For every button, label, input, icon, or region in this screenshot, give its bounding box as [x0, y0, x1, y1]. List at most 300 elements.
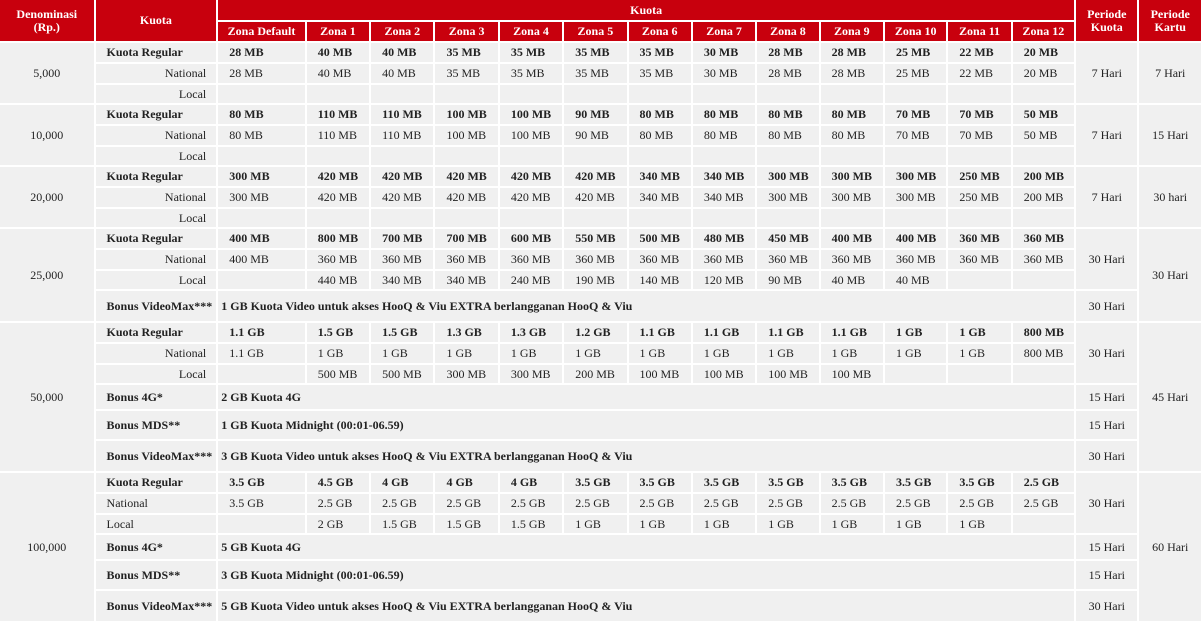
- header-kuota-group: Kuota: [218, 0, 1076, 22]
- quota-value: 70 MB: [948, 126, 1012, 147]
- quota-value: 100 MB: [629, 365, 693, 385]
- quota-value: [371, 147, 435, 167]
- quota-value: 100 MB: [435, 105, 499, 126]
- table-row: [0, 250, 1203, 271]
- bonus-description: 1 GB Kuota Video untuk akses HooQ & Viu EXTRA berlangganan HooQ & Viu: [218, 291, 1076, 323]
- quota-value: 80 MB: [218, 105, 307, 126]
- header-zone: Zona 11: [948, 22, 1012, 43]
- header-denominasi: Denominasi (Rp.): [0, 0, 96, 43]
- quota-value: [885, 147, 948, 167]
- header-zone: Zona 4: [500, 22, 564, 43]
- quota-value: 1.5 GB: [307, 323, 371, 344]
- periode-kuota-cell: 15 Hari: [1076, 561, 1139, 591]
- quota-value: 90 MB: [564, 126, 628, 147]
- quota-value: 70 MB: [885, 126, 948, 147]
- quota-value: 40 MB: [821, 271, 885, 291]
- quota-value: 1.1 GB: [218, 323, 307, 344]
- quota-value: 420 MB: [435, 188, 499, 209]
- quota-value: 420 MB: [564, 167, 628, 188]
- quota-value: [948, 209, 1012, 229]
- row-label: National: [96, 188, 219, 209]
- quota-value: [821, 85, 885, 105]
- quota-value: [757, 209, 820, 229]
- quota-value: [757, 147, 820, 167]
- quota-value: 2.5 GB: [821, 494, 885, 515]
- quota-value: 450 MB: [757, 229, 820, 250]
- quota-value: 420 MB: [435, 167, 499, 188]
- quota-value: [885, 85, 948, 105]
- quota-value: 250 MB: [948, 167, 1012, 188]
- table-row: [0, 411, 1203, 441]
- header-zone: Zona 10: [885, 22, 948, 43]
- bonus-description: 3 GB Kuota Video untuk akses HooQ & Viu EXTRA berlangganan HooQ & Viu: [218, 441, 1076, 473]
- quota-value: 3.5 GB: [218, 494, 307, 515]
- quota-value: [500, 85, 564, 105]
- quota-value: 4.5 GB: [307, 473, 371, 494]
- row-label: Bonus 4G*: [96, 535, 219, 561]
- denominasi-cell: 20,000: [0, 167, 96, 229]
- periode-kartu-cell: 60 Hari: [1139, 473, 1203, 623]
- row-label: Bonus 4G*: [96, 385, 219, 411]
- quota-value: 1 GB: [821, 344, 885, 365]
- row-label: Local: [96, 515, 219, 535]
- row-label: National: [96, 126, 219, 147]
- quota-value: 100 MB: [500, 105, 564, 126]
- quota-value: 400 MB: [885, 229, 948, 250]
- quota-value: 200 MB: [564, 365, 628, 385]
- quota-value: 80 MB: [629, 105, 693, 126]
- quota-value: 360 MB: [757, 250, 820, 271]
- quota-value: [371, 209, 435, 229]
- header-periode-kartu: Periode Kartu: [1139, 0, 1203, 43]
- quota-value: 420 MB: [500, 188, 564, 209]
- quota-value: 28 MB: [821, 43, 885, 64]
- quota-value: 340 MB: [629, 188, 693, 209]
- quota-value: 700 MB: [435, 229, 499, 250]
- quota-value: 20 MB: [1013, 43, 1076, 64]
- periode-kuota-cell: 30 Hari: [1076, 229, 1139, 291]
- quota-value: 1 GB: [629, 344, 693, 365]
- quota-value: 100 MB: [500, 126, 564, 147]
- quota-value: [435, 209, 499, 229]
- quota-value: 1 GB: [371, 344, 435, 365]
- quota-value: 420 MB: [500, 167, 564, 188]
- quota-value: 2.5 GB: [693, 494, 757, 515]
- quota-value: 100 MB: [693, 365, 757, 385]
- quota-value: 360 MB: [948, 250, 1012, 271]
- table-row: [0, 167, 1203, 188]
- quota-value: 1 GB: [885, 344, 948, 365]
- quota-value: 30 MB: [693, 64, 757, 85]
- quota-value: 40 MB: [371, 43, 435, 64]
- row-label: Bonus VideoMax***: [96, 591, 219, 623]
- quota-value: [629, 85, 693, 105]
- quota-value: 300 MB: [821, 167, 885, 188]
- header-zone: Zona 3: [435, 22, 499, 43]
- quota-value: 360 MB: [693, 250, 757, 271]
- quota-value: 4 GB: [500, 473, 564, 494]
- quota-value: 500 MB: [371, 365, 435, 385]
- quota-value: 340 MB: [371, 271, 435, 291]
- header-zone: Zona 6: [629, 22, 693, 43]
- table-row: [0, 365, 1203, 385]
- quota-value: 2.5 GB: [629, 494, 693, 515]
- quota-value: [885, 365, 948, 385]
- quota-value: 360 MB: [821, 250, 885, 271]
- denominasi-cell: 50,000: [0, 323, 96, 473]
- periode-kuota-cell: 15 Hari: [1076, 535, 1139, 561]
- quota-value: 500 MB: [629, 229, 693, 250]
- periode-kuota-cell: 30 Hari: [1076, 591, 1139, 623]
- quota-value: 360 MB: [885, 250, 948, 271]
- table-row: [0, 515, 1203, 535]
- quota-value: [948, 85, 1012, 105]
- quota-value: 35 MB: [629, 64, 693, 85]
- bonus-description: 3 GB Kuota Midnight (00:01-06.59): [218, 561, 1076, 591]
- row-label: National: [96, 64, 219, 85]
- table-row: [0, 385, 1203, 411]
- quota-value: 700 MB: [371, 229, 435, 250]
- quota-value: 360 MB: [500, 250, 564, 271]
- quota-value: [629, 209, 693, 229]
- row-label: National: [96, 344, 219, 365]
- quota-value: 20 MB: [1013, 64, 1076, 85]
- quota-value: [218, 271, 307, 291]
- quota-value: 35 MB: [564, 43, 628, 64]
- quota-value: [307, 147, 371, 167]
- quota-value: 1.3 GB: [500, 323, 564, 344]
- quota-value: 1.5 GB: [371, 323, 435, 344]
- header-periode-kuota: Periode Kuota: [1076, 0, 1139, 43]
- quota-value: 440 MB: [307, 271, 371, 291]
- quota-value: 600 MB: [500, 229, 564, 250]
- quota-value: [1013, 365, 1076, 385]
- quota-value: 1 GB: [948, 515, 1012, 535]
- quota-value: 1 GB: [307, 344, 371, 365]
- quota-value: [1013, 271, 1076, 291]
- quota-value: [564, 85, 628, 105]
- quota-value: 80 MB: [757, 126, 820, 147]
- row-label: Bonus VideoMax***: [96, 291, 219, 323]
- quota-value: 1.3 GB: [435, 323, 499, 344]
- quota-value: 3.5 GB: [821, 473, 885, 494]
- table-row: [0, 494, 1203, 515]
- table-row: [0, 291, 1203, 323]
- quota-value: 250 MB: [948, 188, 1012, 209]
- quota-value: 360 MB: [948, 229, 1012, 250]
- table-row: [0, 561, 1203, 591]
- quota-value: 90 MB: [757, 271, 820, 291]
- quota-value: 22 MB: [948, 43, 1012, 64]
- quota-value: 4 GB: [435, 473, 499, 494]
- quota-value: 100 MB: [821, 365, 885, 385]
- quota-value: 300 MB: [885, 167, 948, 188]
- quota-value: 28 MB: [218, 43, 307, 64]
- quota-value: [218, 515, 307, 535]
- quota-value: 1 GB: [885, 323, 948, 344]
- quota-value: 80 MB: [821, 105, 885, 126]
- quota-value: 28 MB: [218, 64, 307, 85]
- quota-value: 200 MB: [1013, 167, 1076, 188]
- row-label: Bonus MDS**: [96, 411, 219, 441]
- quota-value: 300 MB: [218, 167, 307, 188]
- quota-value: [500, 147, 564, 167]
- quota-value: [307, 209, 371, 229]
- quota-value: [564, 209, 628, 229]
- header-zone: Zona 5: [564, 22, 628, 43]
- quota-value: 800 MB: [1013, 323, 1076, 344]
- quota-value: 1.5 GB: [371, 515, 435, 535]
- quota-value: 25 MB: [885, 64, 948, 85]
- quota-value: 35 MB: [435, 43, 499, 64]
- quota-value: 22 MB: [948, 64, 1012, 85]
- quota-value: [693, 85, 757, 105]
- header-zone: Zona 7: [693, 22, 757, 43]
- quota-value: 3.5 GB: [885, 473, 948, 494]
- denominasi-cell: 5,000: [0, 43, 96, 105]
- row-label: Local: [96, 209, 219, 229]
- periode-kartu-cell: 30 hari: [1139, 167, 1203, 229]
- quota-value: 500 MB: [307, 365, 371, 385]
- quota-value: 800 MB: [1013, 344, 1076, 365]
- table-row: [0, 229, 1203, 250]
- quota-value: 80 MB: [693, 105, 757, 126]
- table-row: [0, 188, 1203, 209]
- quota-value: 300 MB: [821, 188, 885, 209]
- quota-value: 35 MB: [435, 64, 499, 85]
- quota-value: 1 GB: [948, 344, 1012, 365]
- quota-value: 1 GB: [629, 515, 693, 535]
- quota-value: 300 MB: [218, 188, 307, 209]
- quota-value: 2.5 GB: [371, 494, 435, 515]
- quota-value: 360 MB: [307, 250, 371, 271]
- quota-value: [693, 209, 757, 229]
- quota-value: 110 MB: [307, 105, 371, 126]
- row-label: Kuota Regular: [96, 229, 219, 250]
- quota-value: 190 MB: [564, 271, 628, 291]
- table-row: [0, 85, 1203, 105]
- quota-value: 1 GB: [564, 515, 628, 535]
- quota-value: 70 MB: [948, 105, 1012, 126]
- quota-value: 2.5 GB: [885, 494, 948, 515]
- quota-value: 80 MB: [218, 126, 307, 147]
- quota-value: [1013, 147, 1076, 167]
- quota-value: 3.5 GB: [218, 473, 307, 494]
- quota-value: 1 GB: [757, 515, 820, 535]
- quota-value: 140 MB: [629, 271, 693, 291]
- quota-value: [564, 147, 628, 167]
- periode-kartu-cell: 45 Hari: [1139, 323, 1203, 473]
- quota-value: 340 MB: [693, 188, 757, 209]
- table-row: [0, 43, 1203, 64]
- quota-value: [371, 85, 435, 105]
- periode-kartu-cell: 15 Hari: [1139, 105, 1203, 167]
- quota-value: 480 MB: [693, 229, 757, 250]
- quota-value: 3.5 GB: [948, 473, 1012, 494]
- row-label: Kuota Regular: [96, 323, 219, 344]
- header-zone: Zona 8: [757, 22, 820, 43]
- quota-value: 200 MB: [1013, 188, 1076, 209]
- quota-value: 110 MB: [371, 105, 435, 126]
- quota-value: 420 MB: [371, 167, 435, 188]
- quota-value: [500, 209, 564, 229]
- quota-value: 3.5 GB: [564, 473, 628, 494]
- quota-value: [1013, 515, 1076, 535]
- row-label: Kuota Regular: [96, 43, 219, 64]
- quota-value: 1.1 GB: [693, 323, 757, 344]
- quota-value: 360 MB: [435, 250, 499, 271]
- quota-value: 3.5 GB: [693, 473, 757, 494]
- quota-value: [948, 147, 1012, 167]
- periode-kuota-cell: 30 Hari: [1076, 291, 1139, 323]
- quota-value: 300 MB: [757, 167, 820, 188]
- denominasi-cell: 10,000: [0, 105, 96, 167]
- periode-kartu-cell: 7 Hari: [1139, 43, 1203, 105]
- quota-value: 1 GB: [693, 344, 757, 365]
- quota-value: 110 MB: [307, 126, 371, 147]
- row-label: National: [96, 494, 219, 515]
- quota-value: 420 MB: [307, 167, 371, 188]
- quota-value: 1.5 GB: [435, 515, 499, 535]
- row-label: Local: [96, 85, 219, 105]
- quota-value: 400 MB: [821, 229, 885, 250]
- quota-value: 420 MB: [564, 188, 628, 209]
- row-label: Kuota Regular: [96, 105, 219, 126]
- quota-value: 550 MB: [564, 229, 628, 250]
- quota-value: 2.5 GB: [1013, 473, 1076, 494]
- quota-value: [1013, 209, 1076, 229]
- quota-value: 360 MB: [1013, 250, 1076, 271]
- quota-value: 360 MB: [564, 250, 628, 271]
- quota-value: 40 MB: [307, 43, 371, 64]
- row-label: Local: [96, 365, 219, 385]
- row-label: Bonus MDS**: [96, 561, 219, 591]
- periode-kartu-cell: 30 Hari: [1139, 229, 1203, 323]
- periode-kuota-cell: 7 Hari: [1076, 167, 1139, 229]
- periode-kuota-cell: 15 Hari: [1076, 411, 1139, 441]
- quota-value: 1 GB: [885, 515, 948, 535]
- quota-value: 400 MB: [218, 250, 307, 271]
- quota-value: [1013, 85, 1076, 105]
- quota-value: 420 MB: [371, 188, 435, 209]
- header-kuota-label: Kuota: [96, 0, 219, 43]
- table-row: [0, 147, 1203, 167]
- table-row: [0, 441, 1203, 473]
- quota-value: 340 MB: [435, 271, 499, 291]
- quota-value: 360 MB: [1013, 229, 1076, 250]
- quota-value: 40 MB: [307, 64, 371, 85]
- quota-value: 4 GB: [371, 473, 435, 494]
- quota-value: 340 MB: [693, 167, 757, 188]
- row-label: Kuota Regular: [96, 473, 219, 494]
- quota-value: [948, 365, 1012, 385]
- periode-kuota-cell: 7 Hari: [1076, 43, 1139, 105]
- quota-value: 70 MB: [885, 105, 948, 126]
- quota-value: 1 GB: [948, 323, 1012, 344]
- quota-value: 30 MB: [693, 43, 757, 64]
- quota-value: 300 MB: [500, 365, 564, 385]
- periode-kuota-cell: 15 Hari: [1076, 385, 1139, 411]
- quota-value: [693, 147, 757, 167]
- quota-value: 360 MB: [371, 250, 435, 271]
- quota-value: 80 MB: [693, 126, 757, 147]
- quota-value: 1 GB: [757, 344, 820, 365]
- quota-value: [885, 209, 948, 229]
- quota-value: 1.1 GB: [629, 323, 693, 344]
- quota-value: 28 MB: [821, 64, 885, 85]
- row-label: Local: [96, 271, 219, 291]
- quota-value: 420 MB: [307, 188, 371, 209]
- header-zone: Zona 2: [371, 22, 435, 43]
- quota-value: 3.5 GB: [629, 473, 693, 494]
- quota-value: [629, 147, 693, 167]
- quota-value: 300 MB: [435, 365, 499, 385]
- table-row: [0, 126, 1203, 147]
- quota-value: [757, 85, 820, 105]
- quota-value: [821, 147, 885, 167]
- quota-value: 1 GB: [435, 344, 499, 365]
- quota-value: [218, 85, 307, 105]
- denominasi-cell: 25,000: [0, 229, 96, 323]
- quota-value: 35 MB: [500, 43, 564, 64]
- table-row: [0, 64, 1203, 85]
- quota-value: 2.5 GB: [757, 494, 820, 515]
- table-row: [0, 105, 1203, 126]
- quota-value: 2.5 GB: [435, 494, 499, 515]
- quota-value: 25 MB: [885, 43, 948, 64]
- denominasi-cell: 100,000: [0, 473, 96, 623]
- quota-value: 100 MB: [435, 126, 499, 147]
- table-row: [0, 323, 1203, 344]
- header-zone: Zona 9: [821, 22, 885, 43]
- bonus-description: 1 GB Kuota Midnight (00:01-06.59): [218, 411, 1076, 441]
- quota-value: 1.2 GB: [564, 323, 628, 344]
- quota-value: 300 MB: [757, 188, 820, 209]
- quota-value: 1 GB: [693, 515, 757, 535]
- quota-value: 400 MB: [218, 229, 307, 250]
- quota-value: 2.5 GB: [1013, 494, 1076, 515]
- quota-value: 35 MB: [564, 64, 628, 85]
- quota-value: 110 MB: [371, 126, 435, 147]
- periode-kuota-cell: 30 Hari: [1076, 441, 1139, 473]
- quota-value: [218, 209, 307, 229]
- bonus-description: 5 GB Kuota Video untuk akses HooQ & Viu EXTRA berlangganan HooQ & Viu: [218, 591, 1076, 623]
- quota-value: 28 MB: [757, 64, 820, 85]
- quota-value: [218, 147, 307, 167]
- quota-value: [948, 271, 1012, 291]
- quota-value: 2.5 GB: [948, 494, 1012, 515]
- header-zone: Zona Default: [218, 22, 307, 43]
- quota-value: 40 MB: [371, 64, 435, 85]
- quota-value: 40 MB: [885, 271, 948, 291]
- quota-value: 2.5 GB: [500, 494, 564, 515]
- quota-value: [435, 85, 499, 105]
- periode-kuota-cell: 30 Hari: [1076, 323, 1139, 385]
- quota-value: 35 MB: [500, 64, 564, 85]
- row-label: National: [96, 250, 219, 271]
- row-label: Kuota Regular: [96, 167, 219, 188]
- quota-value: 1 GB: [564, 344, 628, 365]
- bonus-description: 5 GB Kuota 4G: [218, 535, 1076, 561]
- quota-value: [307, 85, 371, 105]
- header-zone: Zona 1: [307, 22, 371, 43]
- quota-value: 1 GB: [500, 344, 564, 365]
- table-row: [0, 473, 1203, 494]
- table-row: [0, 271, 1203, 291]
- quota-value: 35 MB: [629, 43, 693, 64]
- quota-value: 1.1 GB: [821, 323, 885, 344]
- quota-value: [218, 365, 307, 385]
